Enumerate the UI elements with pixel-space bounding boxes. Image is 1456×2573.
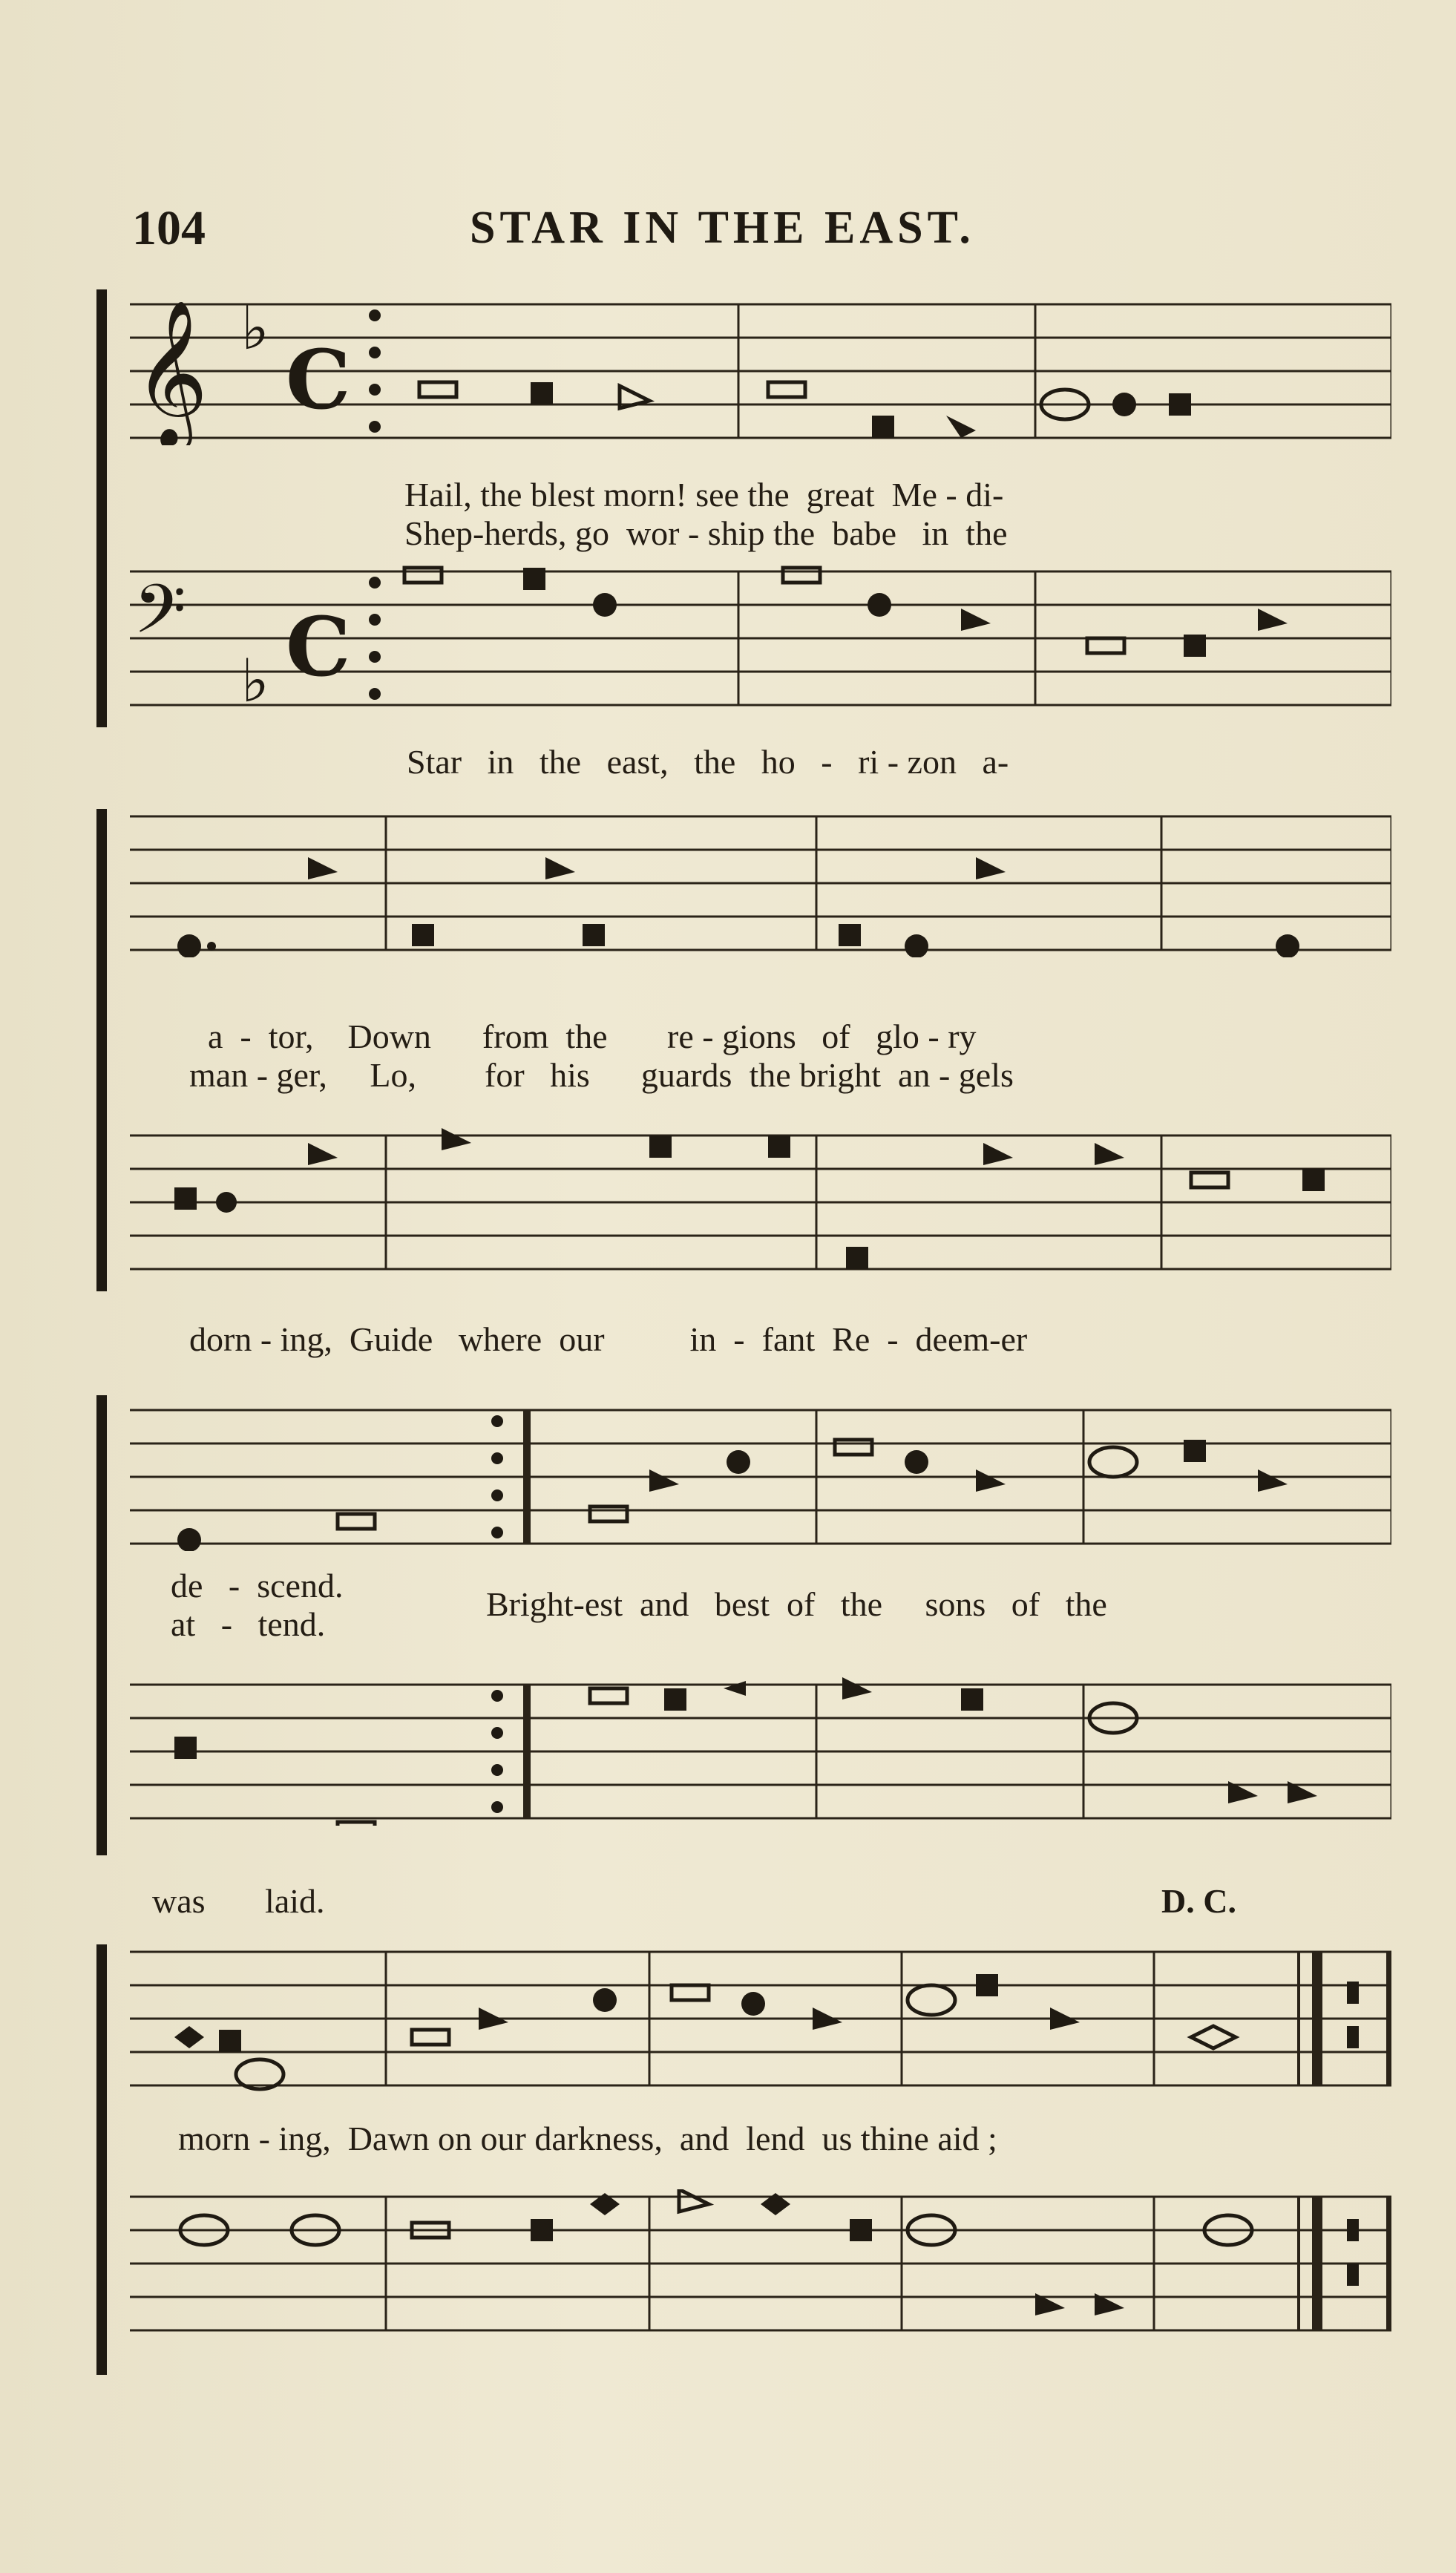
staff-lines-bass: [130, 1128, 1391, 1276]
staff-lines-treble: [130, 809, 1391, 957]
music-system-4: [96, 1944, 1388, 2375]
lyric-line: Shep-herds, go wor - ship the babe in the: [404, 514, 1008, 552]
lyric-line: dorn - ing, Guide where our in - fant Re - deem-er: [189, 1320, 1028, 1358]
staff-lines-treble: [130, 297, 1391, 445]
svg-text:C: C: [286, 599, 351, 695]
da-capo-mark: D. C.: [1161, 1882, 1236, 1920]
lyric-line: a - tor, Down from the re - gions of glo - ry: [208, 1017, 977, 1055]
treble-staff: [130, 1403, 1388, 1551]
page-title: STAR IN THE EAST.: [470, 203, 975, 253]
treble-staff: [130, 809, 1388, 957]
svg-text:♭: ♭: [241, 646, 269, 712]
lyric-line: Star in the east, the ho - ri - zon a-: [407, 743, 1009, 781]
svg-text:♭: ♭: [241, 297, 269, 363]
music-system-3: [96, 1395, 1388, 1855]
staff-lines-treble: [130, 1403, 1391, 1551]
lyric-line: man - ger, Lo, for his guards the bright an - gels: [189, 1056, 1014, 1094]
bass-staff: [130, 1677, 1388, 1826]
lyric-line: at - tend.: [171, 1605, 326, 1643]
system-brace: [96, 1944, 107, 2375]
lyric-line: was laid.: [152, 1882, 325, 1920]
staff-lines-bass: [130, 1677, 1391, 1826]
page-number: 104: [132, 201, 206, 255]
bass-staff: [130, 2189, 1388, 2338]
lyric-line: morn - ing, Dawn on our darkness, and lend us thine aid ;: [178, 2120, 997, 2157]
lyric-line: Hail, the blest morn! see the great Me - di-: [404, 476, 1004, 514]
svg-text:𝄞: 𝄞: [134, 299, 209, 445]
staff-lines-bass: [130, 564, 1391, 712]
page-header: [132, 200, 1349, 267]
music-system-2: [96, 809, 1388, 1291]
system-brace: [96, 809, 107, 1291]
system-brace: [96, 289, 107, 727]
bass-staff: [130, 1128, 1388, 1276]
svg-text:C: C: [286, 332, 351, 427]
treble-staff: [130, 1944, 1388, 2093]
music-system-1: [96, 289, 1388, 727]
staff-lines-treble: [130, 1944, 1391, 2093]
lyric-line: de - scend.: [171, 1567, 344, 1605]
treble-staff: [130, 297, 1388, 445]
bass-staff: [130, 564, 1388, 712]
svg-text:𝄢: 𝄢: [134, 570, 186, 665]
system-brace: [96, 1395, 107, 1855]
staff-lines-bass: [130, 2189, 1391, 2338]
lyric-line: Bright-est and best of the sons of the: [486, 1585, 1107, 1623]
